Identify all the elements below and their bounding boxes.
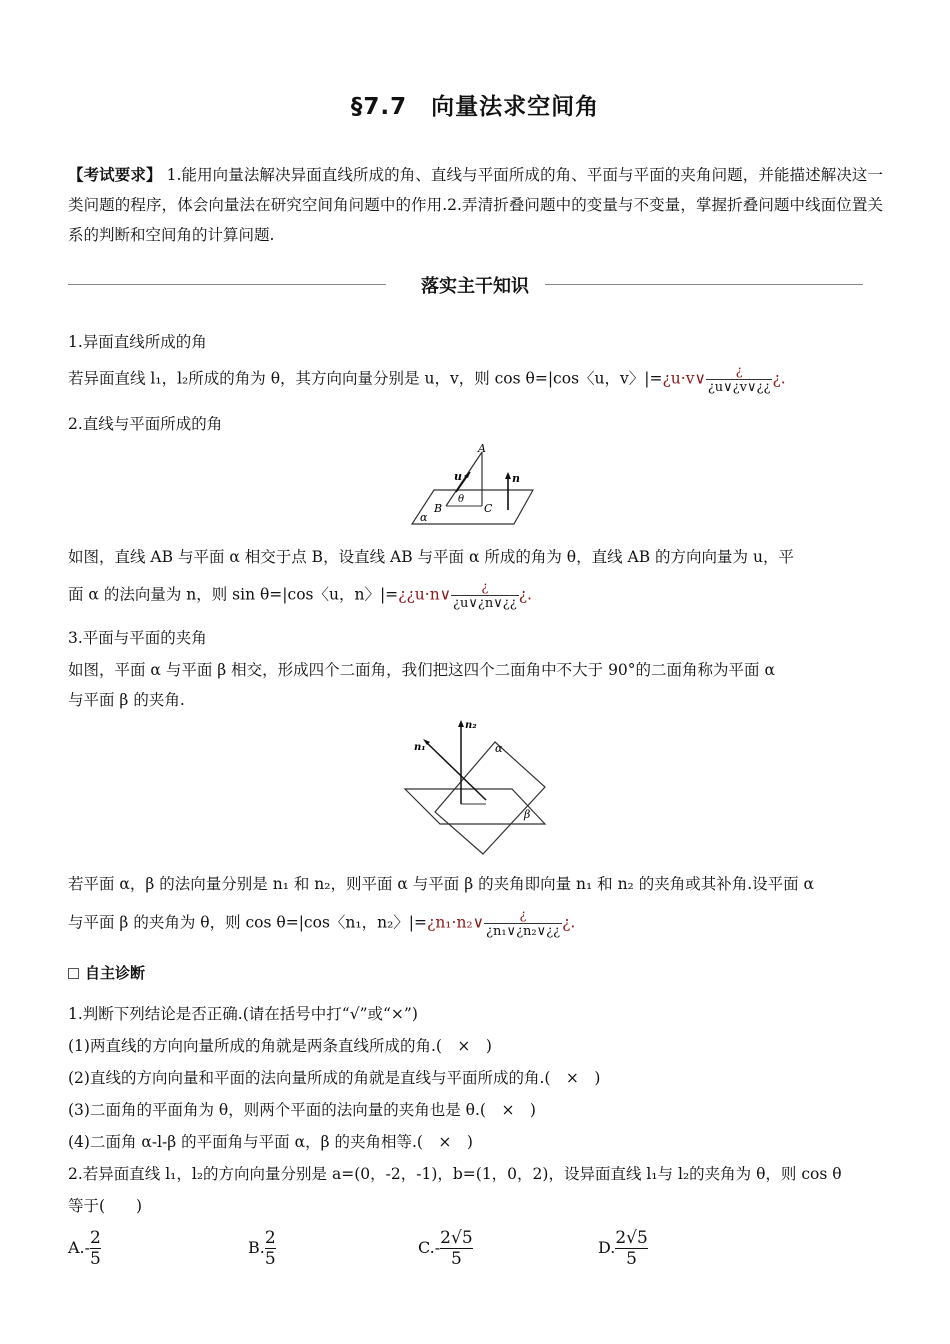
option-d-num: 2√5 xyxy=(615,1228,648,1248)
sec3-formula-line xyxy=(68,908,575,939)
label-n: n xyxy=(512,472,520,485)
sec1-formula-line xyxy=(68,364,786,395)
sec3-text3: 若平面 α，β 的法向量分别是 n₁ 和 n₂，则平面 α 与平面 β 的夹角即向量 n₁ 和 n₂ 的夹角或其补角.设平面 α xyxy=(68,875,815,893)
requirement-label: 【考试要求】 xyxy=(68,166,162,184)
option-a-den: 5 xyxy=(90,1249,101,1269)
label-C: C xyxy=(484,502,493,515)
line-plane-figure xyxy=(400,440,550,530)
page-title: §7.7 向量法求空间角 xyxy=(350,94,600,120)
q1-item-4: (4)二面角 α-l-β 的平面角与平面 α，β 的夹角相等.( × ) xyxy=(68,1133,473,1151)
option-b-den: 5 xyxy=(264,1249,276,1269)
option-d-fraction xyxy=(615,1228,647,1269)
sec1-suffix: ¿. xyxy=(772,369,786,388)
sec3-fraction xyxy=(484,908,562,939)
label-A: A xyxy=(478,442,486,455)
sec2-suffix: ¿. xyxy=(518,585,532,604)
self-diagnosis-label: 自主诊断 xyxy=(85,964,146,982)
option-b-label: B. xyxy=(248,1238,265,1257)
sec1-prefix: ¿u·v∨ xyxy=(662,369,706,388)
q1-item-1: (1)两直线的方向向量所成的角就是两条直线所成的角.( × ) xyxy=(68,1037,492,1055)
sec2-formula-line xyxy=(68,580,532,611)
sec1-text: 若异面直线 l₁，l₂所成的角为 θ，其方向向量分别是 u，v，则 cos θ=|cos〈u，v〉|= xyxy=(68,369,663,388)
q1-stem: 1.判断下列结论是否正确.(请在括号中打“√”或“×”) xyxy=(68,1005,418,1023)
label-n2: n₂ xyxy=(465,720,477,731)
option-c-label: C.- xyxy=(418,1238,441,1257)
q1-item-3: (3)二面角的平面角为 θ，则两个平面的法向量的夹角也是 θ.( × ) xyxy=(68,1101,536,1119)
sec3-text1: 如图，平面 α 与平面 β 相交，形成四个二面角，我们把这四个二面角中不大于 90°的二面角称为平面 α xyxy=(68,661,775,679)
option-b-fraction xyxy=(265,1228,276,1269)
sec1-fraction xyxy=(706,364,773,395)
exam-requirement xyxy=(68,160,883,250)
option-a[interactable] xyxy=(68,1228,101,1269)
label-n1: n₁ xyxy=(414,742,426,753)
option-c-den: 5 xyxy=(450,1249,462,1269)
sec3-frac-num: ¿ xyxy=(484,908,562,924)
option-d-label: D. xyxy=(598,1238,616,1257)
sec2-frac-num: ¿ xyxy=(451,580,519,596)
q2-stem-cont: 等于( ) xyxy=(68,1197,143,1215)
square-icon xyxy=(68,968,79,979)
sec2-text2: 面 α 的法向量为 n，则 sin θ=|cos〈u，n〉|= xyxy=(68,585,399,604)
option-a-label: A.- xyxy=(68,1238,91,1257)
option-d[interactable] xyxy=(598,1228,648,1269)
label-alpha: α xyxy=(420,511,428,524)
sec2-frac-den: ¿u∨¿n∨¿¿ xyxy=(453,596,517,611)
sec2-prefix: ¿¿u·n∨ xyxy=(398,585,452,604)
sec3-suffix: ¿. xyxy=(562,913,576,932)
requirement-text: 1.能用向量法解决异面直线所成的角、直线与平面所成的角、平面与平面的夹角问题，并能描述解决这一类问题的程序，体会向量法在研究空间角问题中的作用.2.弄清折叠问题中的变量与不变量，掌握折叠问题中线面位置关系的判断和空间角的计算问题. xyxy=(68,166,883,244)
two-planes-figure xyxy=(400,712,550,860)
self-diagnosis-heading xyxy=(68,962,145,983)
sec3-prefix: ¿n₁·n₂∨ xyxy=(427,913,484,932)
sec2-fraction xyxy=(451,580,519,611)
option-b[interactable] xyxy=(248,1228,276,1269)
sec3-frac-den: ¿n₁∨¿n₂∨¿¿ xyxy=(486,924,561,939)
section-banner: 落实主干知识 xyxy=(421,276,529,297)
label-B: B xyxy=(434,502,443,515)
option-c-fraction xyxy=(440,1228,472,1269)
q2-stem: 2.若异面直线 l₁，l₂的方向向量分别是 a=(0，-2，-1)，b=(1，0，2)，设异面直线 l₁与 l₂的夹角为 θ，则 cos θ xyxy=(68,1165,842,1183)
sec1-heading: 1.异面直线所成的角 xyxy=(68,333,207,351)
sec3-text4: 与平面 β 的夹角为 θ，则 cos θ=|cos〈n₁，n₂〉|= xyxy=(68,913,428,932)
option-d-den: 5 xyxy=(626,1249,637,1269)
option-c[interactable] xyxy=(418,1228,473,1269)
option-b-num: 2 xyxy=(264,1228,276,1248)
sec2-heading: 2.直线与平面所成的角 xyxy=(68,415,223,433)
label-alpha: α xyxy=(495,742,503,755)
label-beta: β xyxy=(524,808,531,821)
sec2-text1: 如图，直线 AB 与平面 α 相交于点 B，设直线 AB 与平面 α 所成的角为 θ，直线 AB 的方向向量为 u，平 xyxy=(68,548,794,566)
option-a-fraction xyxy=(90,1228,101,1269)
label-u: u xyxy=(454,470,462,483)
option-c-num: 2√5 xyxy=(440,1228,473,1248)
label-theta: θ xyxy=(458,494,465,505)
q1-item-2: (2)直线的方向向量和平面的法向量所成的角就是直线与平面所成的角.( × ) xyxy=(68,1069,601,1087)
sec3-text2: 与平面 β 的夹角. xyxy=(68,691,185,709)
option-a-num: 2 xyxy=(90,1228,101,1248)
sec1-frac-num: ¿ xyxy=(706,364,773,380)
sec3-heading: 3.平面与平面的夹角 xyxy=(68,629,207,647)
sec1-frac-den: ¿u∨¿v∨¿¿ xyxy=(707,380,771,395)
